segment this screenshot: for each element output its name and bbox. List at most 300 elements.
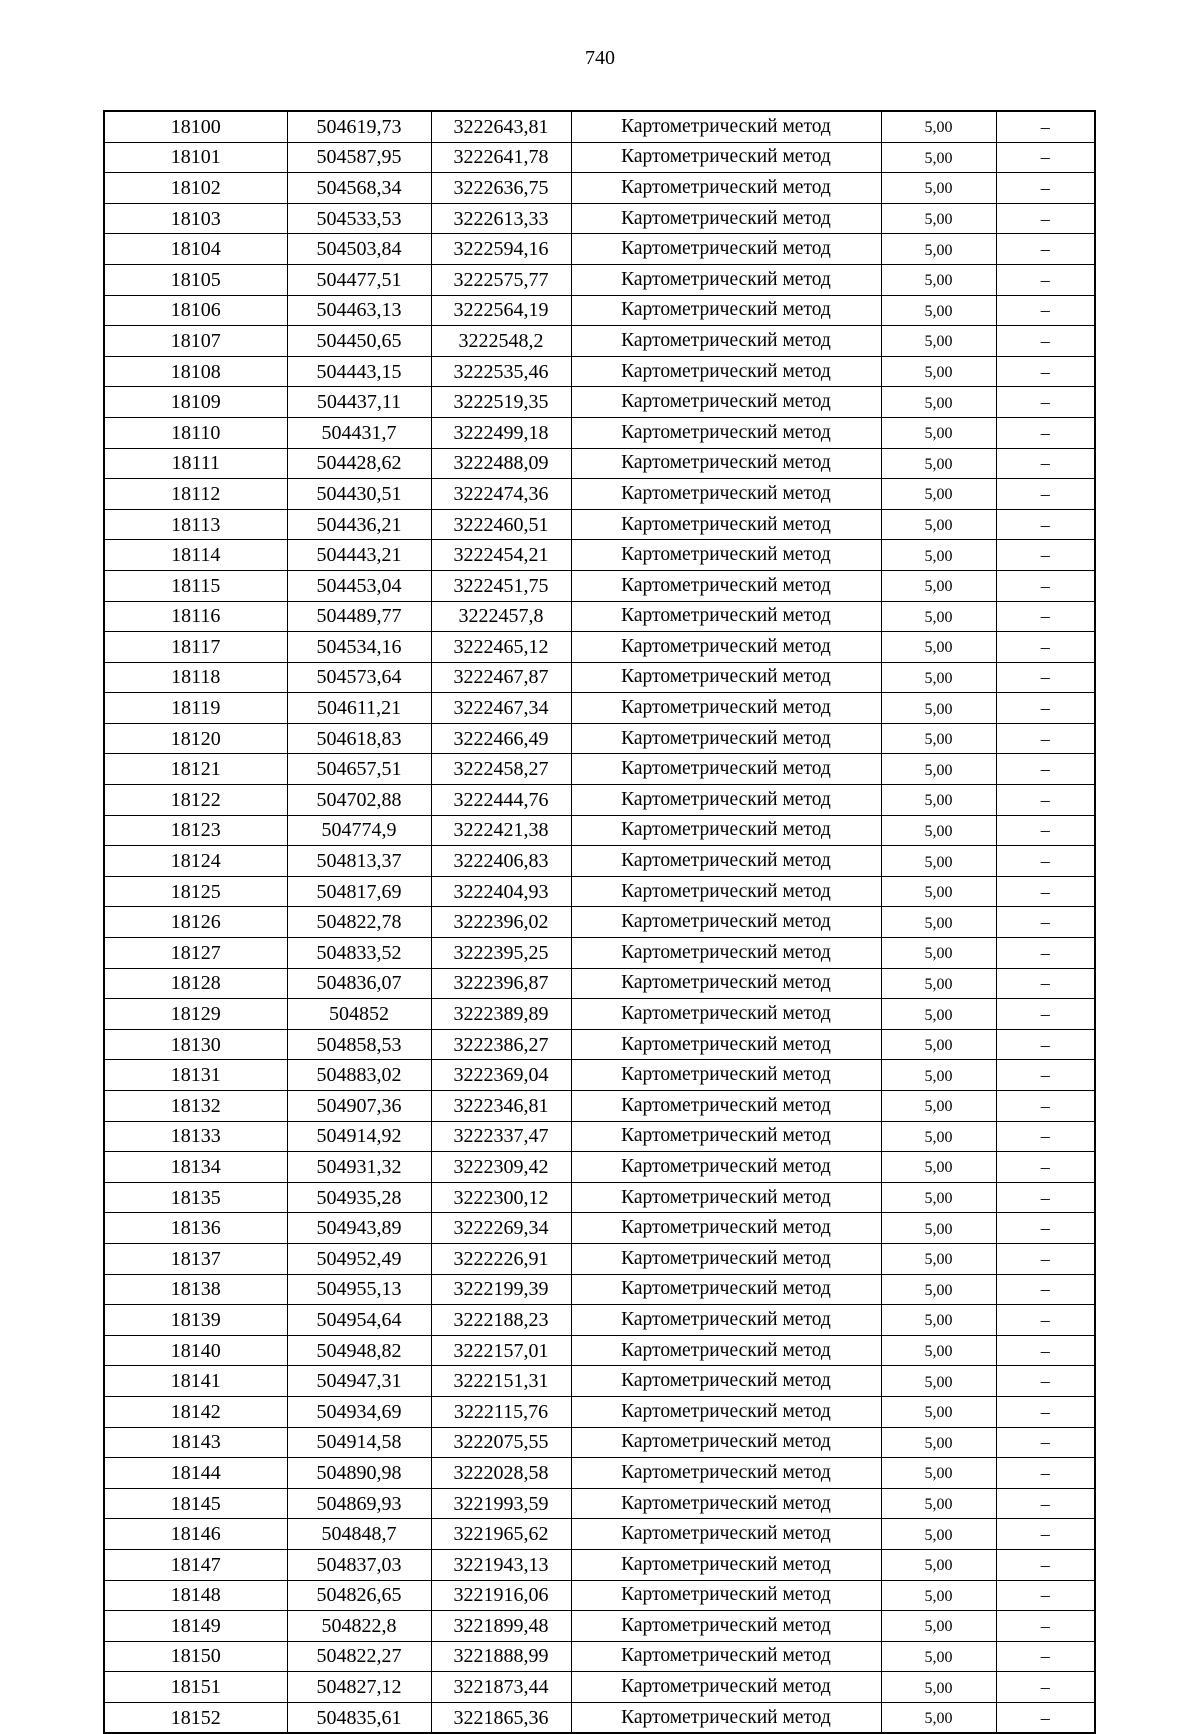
y-coordinate-cell: 3222465,12 [431, 632, 571, 663]
x-coordinate-cell: 504702,88 [287, 785, 431, 816]
point-number-cell: 18138 [104, 1274, 287, 1305]
point-number-cell: 18122 [104, 785, 287, 816]
y-coordinate-cell: 3222115,76 [431, 1396, 571, 1427]
table-row [104, 876, 1095, 907]
accuracy-cell: 5,00 [881, 907, 996, 938]
accuracy-cell: 5,00 [881, 1672, 996, 1703]
method-cell: Картометрический метод [571, 234, 881, 265]
note-cell: – [996, 1519, 1095, 1550]
x-coordinate-cell: 504934,69 [287, 1396, 431, 1427]
note-cell: – [996, 968, 1095, 999]
x-coordinate-cell: 504453,04 [287, 570, 431, 601]
table-row [104, 1091, 1095, 1122]
x-coordinate-cell: 504836,07 [287, 968, 431, 999]
table-row [104, 356, 1095, 387]
method-cell: Картометрический метод [571, 1580, 881, 1611]
x-coordinate-cell: 504907,36 [287, 1091, 431, 1122]
table-row [104, 632, 1095, 663]
point-number-cell: 18133 [104, 1121, 287, 1152]
accuracy-cell: 5,00 [881, 1305, 996, 1336]
note-cell: – [996, 846, 1095, 877]
method-cell: Картометрический метод [571, 1458, 881, 1489]
y-coordinate-cell: 3221993,59 [431, 1488, 571, 1519]
point-number-cell: 18120 [104, 723, 287, 754]
y-coordinate-cell: 3222269,34 [431, 1213, 571, 1244]
point-number-cell: 18148 [104, 1580, 287, 1611]
method-cell: Картометрический метод [571, 785, 881, 816]
x-coordinate-cell: 504430,51 [287, 479, 431, 510]
point-number-cell: 18125 [104, 876, 287, 907]
table-row [104, 111, 1095, 142]
point-number-cell: 18152 [104, 1702, 287, 1733]
point-number-cell: 18104 [104, 234, 287, 265]
point-number-cell: 18124 [104, 846, 287, 877]
accuracy-cell: 5,00 [881, 1335, 996, 1366]
y-coordinate-cell: 3222421,38 [431, 815, 571, 846]
x-coordinate-cell: 504931,32 [287, 1152, 431, 1183]
point-number-cell: 18108 [104, 356, 287, 387]
x-coordinate-cell: 504835,61 [287, 1702, 431, 1733]
note-cell: – [996, 173, 1095, 204]
method-cell: Картометрический метод [571, 295, 881, 326]
x-coordinate-cell: 504827,12 [287, 1672, 431, 1703]
x-coordinate-cell: 504436,21 [287, 509, 431, 540]
y-coordinate-cell: 3222535,46 [431, 356, 571, 387]
x-coordinate-cell: 504852 [287, 999, 431, 1030]
point-number-cell: 18140 [104, 1335, 287, 1366]
table-row [104, 1213, 1095, 1244]
y-coordinate-cell: 3222157,01 [431, 1335, 571, 1366]
table-row [104, 938, 1095, 969]
method-cell: Картометрический метод [571, 1152, 881, 1183]
y-coordinate-cell: 3222300,12 [431, 1182, 571, 1213]
point-number-cell: 18147 [104, 1549, 287, 1580]
accuracy-cell: 5,00 [881, 1488, 996, 1519]
note-cell: – [996, 938, 1095, 969]
x-coordinate-cell: 504437,11 [287, 387, 431, 418]
note-cell: – [996, 1580, 1095, 1611]
x-coordinate-cell: 504833,52 [287, 938, 431, 969]
y-coordinate-cell: 3222564,19 [431, 295, 571, 326]
accuracy-cell: 5,00 [881, 1243, 996, 1274]
method-cell: Картометрический метод [571, 1335, 881, 1366]
method-cell: Картометрический метод [571, 601, 881, 632]
y-coordinate-cell: 3221943,13 [431, 1549, 571, 1580]
point-number-cell: 18145 [104, 1488, 287, 1519]
method-cell: Картометрический метод [571, 540, 881, 571]
method-cell: Картометрический метод [571, 662, 881, 693]
table-row [104, 1396, 1095, 1427]
table-row [104, 203, 1095, 234]
x-coordinate-cell: 504587,95 [287, 142, 431, 173]
accuracy-cell: 5,00 [881, 1702, 996, 1733]
note-cell: – [996, 479, 1095, 510]
point-number-cell: 18117 [104, 632, 287, 663]
y-coordinate-cell: 3222369,04 [431, 1060, 571, 1091]
y-coordinate-cell: 3222406,83 [431, 846, 571, 877]
method-cell: Картометрический метод [571, 111, 881, 142]
note-cell: – [996, 1121, 1095, 1152]
method-cell: Картометрический метод [571, 1182, 881, 1213]
accuracy-cell: 5,00 [881, 448, 996, 479]
method-cell: Картометрический метод [571, 876, 881, 907]
y-coordinate-cell: 3221916,06 [431, 1580, 571, 1611]
point-number-cell: 18146 [104, 1519, 287, 1550]
note-cell: – [996, 1091, 1095, 1122]
table-row [104, 1366, 1095, 1397]
table-row [104, 1335, 1095, 1366]
table-row [104, 1121, 1095, 1152]
point-number-cell: 18113 [104, 509, 287, 540]
table-row [104, 723, 1095, 754]
x-coordinate-cell: 504848,7 [287, 1519, 431, 1550]
y-coordinate-cell: 3222548,2 [431, 326, 571, 357]
point-number-cell: 18150 [104, 1641, 287, 1672]
note-cell: – [996, 876, 1095, 907]
method-cell: Картометрический метод [571, 326, 881, 357]
x-coordinate-cell: 504914,92 [287, 1121, 431, 1152]
x-coordinate-cell: 504618,83 [287, 723, 431, 754]
x-coordinate-cell: 504947,31 [287, 1366, 431, 1397]
table-row [104, 785, 1095, 816]
note-cell: – [996, 1672, 1095, 1703]
point-number-cell: 18110 [104, 417, 287, 448]
note-cell: – [996, 570, 1095, 601]
x-coordinate-cell: 504890,98 [287, 1458, 431, 1489]
accuracy-cell: 5,00 [881, 1458, 996, 1489]
method-cell: Картометрический метод [571, 203, 881, 234]
point-number-cell: 18139 [104, 1305, 287, 1336]
accuracy-cell: 5,00 [881, 264, 996, 295]
table-row [104, 1060, 1095, 1091]
point-number-cell: 18112 [104, 479, 287, 510]
note-cell: – [996, 1305, 1095, 1336]
point-number-cell: 18116 [104, 601, 287, 632]
y-coordinate-cell: 3222028,58 [431, 1458, 571, 1489]
y-coordinate-cell: 3222474,36 [431, 479, 571, 510]
note-cell: – [996, 1549, 1095, 1580]
method-cell: Картометрический метод [571, 1274, 881, 1305]
note-cell: – [996, 417, 1095, 448]
note-cell: – [996, 1702, 1095, 1733]
table-row [104, 570, 1095, 601]
x-coordinate-cell: 504489,77 [287, 601, 431, 632]
note-cell: – [996, 999, 1095, 1030]
method-cell: Картометрический метод [571, 938, 881, 969]
y-coordinate-cell: 3221873,44 [431, 1672, 571, 1703]
point-number-cell: 18106 [104, 295, 287, 326]
accuracy-cell: 5,00 [881, 540, 996, 571]
y-coordinate-cell: 3222575,77 [431, 264, 571, 295]
accuracy-cell: 5,00 [881, 295, 996, 326]
x-coordinate-cell: 504428,62 [287, 448, 431, 479]
point-number-cell: 18142 [104, 1396, 287, 1427]
note-cell: – [996, 234, 1095, 265]
note-cell: – [996, 662, 1095, 693]
method-cell: Картометрический метод [571, 632, 881, 663]
method-cell: Картометрический метод [571, 846, 881, 877]
note-cell: – [996, 540, 1095, 571]
table-row [104, 479, 1095, 510]
accuracy-cell: 5,00 [881, 356, 996, 387]
method-cell: Картометрический метод [571, 815, 881, 846]
accuracy-cell: 5,00 [881, 479, 996, 510]
accuracy-cell: 5,00 [881, 1611, 996, 1642]
point-number-cell: 18135 [104, 1182, 287, 1213]
method-cell: Картометрический метод [571, 1091, 881, 1122]
point-number-cell: 18100 [104, 111, 287, 142]
y-coordinate-cell: 3221888,99 [431, 1641, 571, 1672]
note-cell: – [996, 785, 1095, 816]
note-cell: – [996, 387, 1095, 418]
note-cell: – [996, 1427, 1095, 1458]
point-number-cell: 18143 [104, 1427, 287, 1458]
accuracy-cell: 5,00 [881, 234, 996, 265]
point-number-cell: 18109 [104, 387, 287, 418]
y-coordinate-cell: 3222519,35 [431, 387, 571, 418]
y-coordinate-cell: 3222188,23 [431, 1305, 571, 1336]
table-row [104, 448, 1095, 479]
note-cell: – [996, 111, 1095, 142]
x-coordinate-cell: 504431,7 [287, 417, 431, 448]
note-cell: – [996, 1366, 1095, 1397]
y-coordinate-cell: 3222337,47 [431, 1121, 571, 1152]
table-row [104, 693, 1095, 724]
x-coordinate-cell: 504948,82 [287, 1335, 431, 1366]
accuracy-cell: 5,00 [881, 662, 996, 693]
accuracy-cell: 5,00 [881, 1519, 996, 1550]
table-row [104, 1611, 1095, 1642]
y-coordinate-cell: 3222151,31 [431, 1366, 571, 1397]
table-row [104, 1274, 1095, 1305]
accuracy-cell: 5,00 [881, 1549, 996, 1580]
y-coordinate-cell: 3222466,49 [431, 723, 571, 754]
table-row [104, 1152, 1095, 1183]
accuracy-cell: 5,00 [881, 815, 996, 846]
method-cell: Картометрический метод [571, 1060, 881, 1091]
method-cell: Картометрический метод [571, 1396, 881, 1427]
accuracy-cell: 5,00 [881, 723, 996, 754]
y-coordinate-cell: 3221965,62 [431, 1519, 571, 1550]
method-cell: Картометрический метод [571, 693, 881, 724]
table-row [104, 846, 1095, 877]
accuracy-cell: 5,00 [881, 111, 996, 142]
accuracy-cell: 5,00 [881, 1121, 996, 1152]
method-cell: Картометрический метод [571, 1519, 881, 1550]
method-cell: Картометрический метод [571, 1213, 881, 1244]
accuracy-cell: 5,00 [881, 846, 996, 877]
y-coordinate-cell: 3222460,51 [431, 509, 571, 540]
accuracy-cell: 5,00 [881, 326, 996, 357]
note-cell: – [996, 1152, 1095, 1183]
accuracy-cell: 5,00 [881, 203, 996, 234]
note-cell: – [996, 1213, 1095, 1244]
table-row [104, 662, 1095, 693]
method-cell: Картометрический метод [571, 1366, 881, 1397]
note-cell: – [996, 754, 1095, 785]
note-cell: – [996, 142, 1095, 173]
y-coordinate-cell: 3222404,93 [431, 876, 571, 907]
method-cell: Картометрический метод [571, 142, 881, 173]
accuracy-cell: 5,00 [881, 387, 996, 418]
point-number-cell: 18134 [104, 1152, 287, 1183]
point-number-cell: 18114 [104, 540, 287, 571]
table-row [104, 1580, 1095, 1611]
y-coordinate-cell: 3222457,8 [431, 601, 571, 632]
y-coordinate-cell: 3222636,75 [431, 173, 571, 204]
x-coordinate-cell: 504817,69 [287, 876, 431, 907]
point-number-cell: 18118 [104, 662, 287, 693]
note-cell: – [996, 1641, 1095, 1672]
method-cell: Картометрический метод [571, 1121, 881, 1152]
y-coordinate-cell: 3222395,25 [431, 938, 571, 969]
note-cell: – [996, 295, 1095, 326]
accuracy-cell: 5,00 [881, 999, 996, 1030]
method-cell: Картометрический метод [571, 448, 881, 479]
point-number-cell: 18132 [104, 1091, 287, 1122]
y-coordinate-cell: 3222499,18 [431, 417, 571, 448]
y-coordinate-cell: 3221865,36 [431, 1702, 571, 1733]
table-row [104, 1243, 1095, 1274]
method-cell: Картометрический метод [571, 1672, 881, 1703]
point-number-cell: 18149 [104, 1611, 287, 1642]
x-coordinate-cell: 504534,16 [287, 632, 431, 663]
note-cell: – [996, 632, 1095, 663]
x-coordinate-cell: 504443,21 [287, 540, 431, 571]
point-number-cell: 18105 [104, 264, 287, 295]
page-number: 740 [585, 47, 615, 69]
y-coordinate-cell: 3222386,27 [431, 1029, 571, 1060]
y-coordinate-cell: 3222396,87 [431, 968, 571, 999]
y-coordinate-cell: 3222389,89 [431, 999, 571, 1030]
accuracy-cell: 5,00 [881, 1366, 996, 1397]
table-row [104, 1702, 1095, 1733]
x-coordinate-cell: 504837,03 [287, 1549, 431, 1580]
x-coordinate-cell: 504573,64 [287, 662, 431, 693]
x-coordinate-cell: 504619,73 [287, 111, 431, 142]
point-number-cell: 18123 [104, 815, 287, 846]
method-cell: Картометрический метод [571, 1427, 881, 1458]
x-coordinate-cell: 504914,58 [287, 1427, 431, 1458]
x-coordinate-cell: 504822,8 [287, 1611, 431, 1642]
method-cell: Картометрический метод [571, 1641, 881, 1672]
x-coordinate-cell: 504883,02 [287, 1060, 431, 1091]
note-cell: – [996, 601, 1095, 632]
point-number-cell: 18130 [104, 1029, 287, 1060]
y-coordinate-cell: 3222594,16 [431, 234, 571, 265]
x-coordinate-cell: 504869,93 [287, 1488, 431, 1519]
table-row [104, 1182, 1095, 1213]
x-coordinate-cell: 504443,15 [287, 356, 431, 387]
note-cell: – [996, 1458, 1095, 1489]
table-row [104, 1305, 1095, 1336]
method-cell: Картометрический метод [571, 1702, 881, 1733]
accuracy-cell: 5,00 [881, 1152, 996, 1183]
x-coordinate-cell: 504954,64 [287, 1305, 431, 1336]
y-coordinate-cell: 3222641,78 [431, 142, 571, 173]
note-cell: – [996, 1060, 1095, 1091]
table-row [104, 142, 1095, 173]
table-row [104, 1488, 1095, 1519]
point-number-cell: 18141 [104, 1366, 287, 1397]
table-row [104, 234, 1095, 265]
point-number-cell: 18136 [104, 1213, 287, 1244]
table-row [104, 173, 1095, 204]
method-cell: Картометрический метод [571, 387, 881, 418]
point-number-cell: 18102 [104, 173, 287, 204]
table-row [104, 1427, 1095, 1458]
accuracy-cell: 5,00 [881, 601, 996, 632]
method-cell: Картометрический метод [571, 417, 881, 448]
x-coordinate-cell: 504822,27 [287, 1641, 431, 1672]
method-cell: Картометрический метод [571, 509, 881, 540]
accuracy-cell: 5,00 [881, 693, 996, 724]
table-row [104, 540, 1095, 571]
x-coordinate-cell: 504463,13 [287, 295, 431, 326]
method-cell: Картометрический метод [571, 479, 881, 510]
accuracy-cell: 5,00 [881, 1182, 996, 1213]
method-cell: Картометрический метод [571, 1611, 881, 1642]
x-coordinate-cell: 504822,78 [287, 907, 431, 938]
method-cell: Картометрический метод [571, 356, 881, 387]
accuracy-cell: 5,00 [881, 968, 996, 999]
x-coordinate-cell: 504657,51 [287, 754, 431, 785]
y-coordinate-cell: 3222075,55 [431, 1427, 571, 1458]
table-row [104, 601, 1095, 632]
point-number-cell: 18144 [104, 1458, 287, 1489]
point-number-cell: 18137 [104, 1243, 287, 1274]
method-cell: Картометрический метод [571, 999, 881, 1030]
accuracy-cell: 5,00 [881, 754, 996, 785]
accuracy-cell: 5,00 [881, 632, 996, 663]
y-coordinate-cell: 3222454,21 [431, 540, 571, 571]
table-row [104, 907, 1095, 938]
x-coordinate-cell: 504935,28 [287, 1182, 431, 1213]
method-cell: Картометрический метод [571, 1549, 881, 1580]
table-row [104, 387, 1095, 418]
accuracy-cell: 5,00 [881, 570, 996, 601]
accuracy-cell: 5,00 [881, 876, 996, 907]
accuracy-cell: 5,00 [881, 1427, 996, 1458]
accuracy-cell: 5,00 [881, 173, 996, 204]
table-row [104, 1458, 1095, 1489]
method-cell: Картометрический метод [571, 1305, 881, 1336]
point-number-cell: 18107 [104, 326, 287, 357]
note-cell: – [996, 356, 1095, 387]
accuracy-cell: 5,00 [881, 1091, 996, 1122]
note-cell: – [996, 815, 1095, 846]
note-cell: – [996, 693, 1095, 724]
note-cell: – [996, 1243, 1095, 1274]
y-coordinate-cell: 3222613,33 [431, 203, 571, 234]
y-coordinate-cell: 3222199,39 [431, 1274, 571, 1305]
table-row [104, 295, 1095, 326]
table-row [104, 326, 1095, 357]
table-row [104, 815, 1095, 846]
table-row [104, 1641, 1095, 1672]
y-coordinate-cell: 3222643,81 [431, 111, 571, 142]
table-row [104, 1549, 1095, 1580]
x-coordinate-cell: 504503,84 [287, 234, 431, 265]
method-cell: Картометрический метод [571, 173, 881, 204]
y-coordinate-cell: 3222488,09 [431, 448, 571, 479]
accuracy-cell: 5,00 [881, 142, 996, 173]
point-number-cell: 18128 [104, 968, 287, 999]
y-coordinate-cell: 3222467,87 [431, 662, 571, 693]
point-number-cell: 18101 [104, 142, 287, 173]
x-coordinate-cell: 504955,13 [287, 1274, 431, 1305]
accuracy-cell: 5,00 [881, 1580, 996, 1611]
